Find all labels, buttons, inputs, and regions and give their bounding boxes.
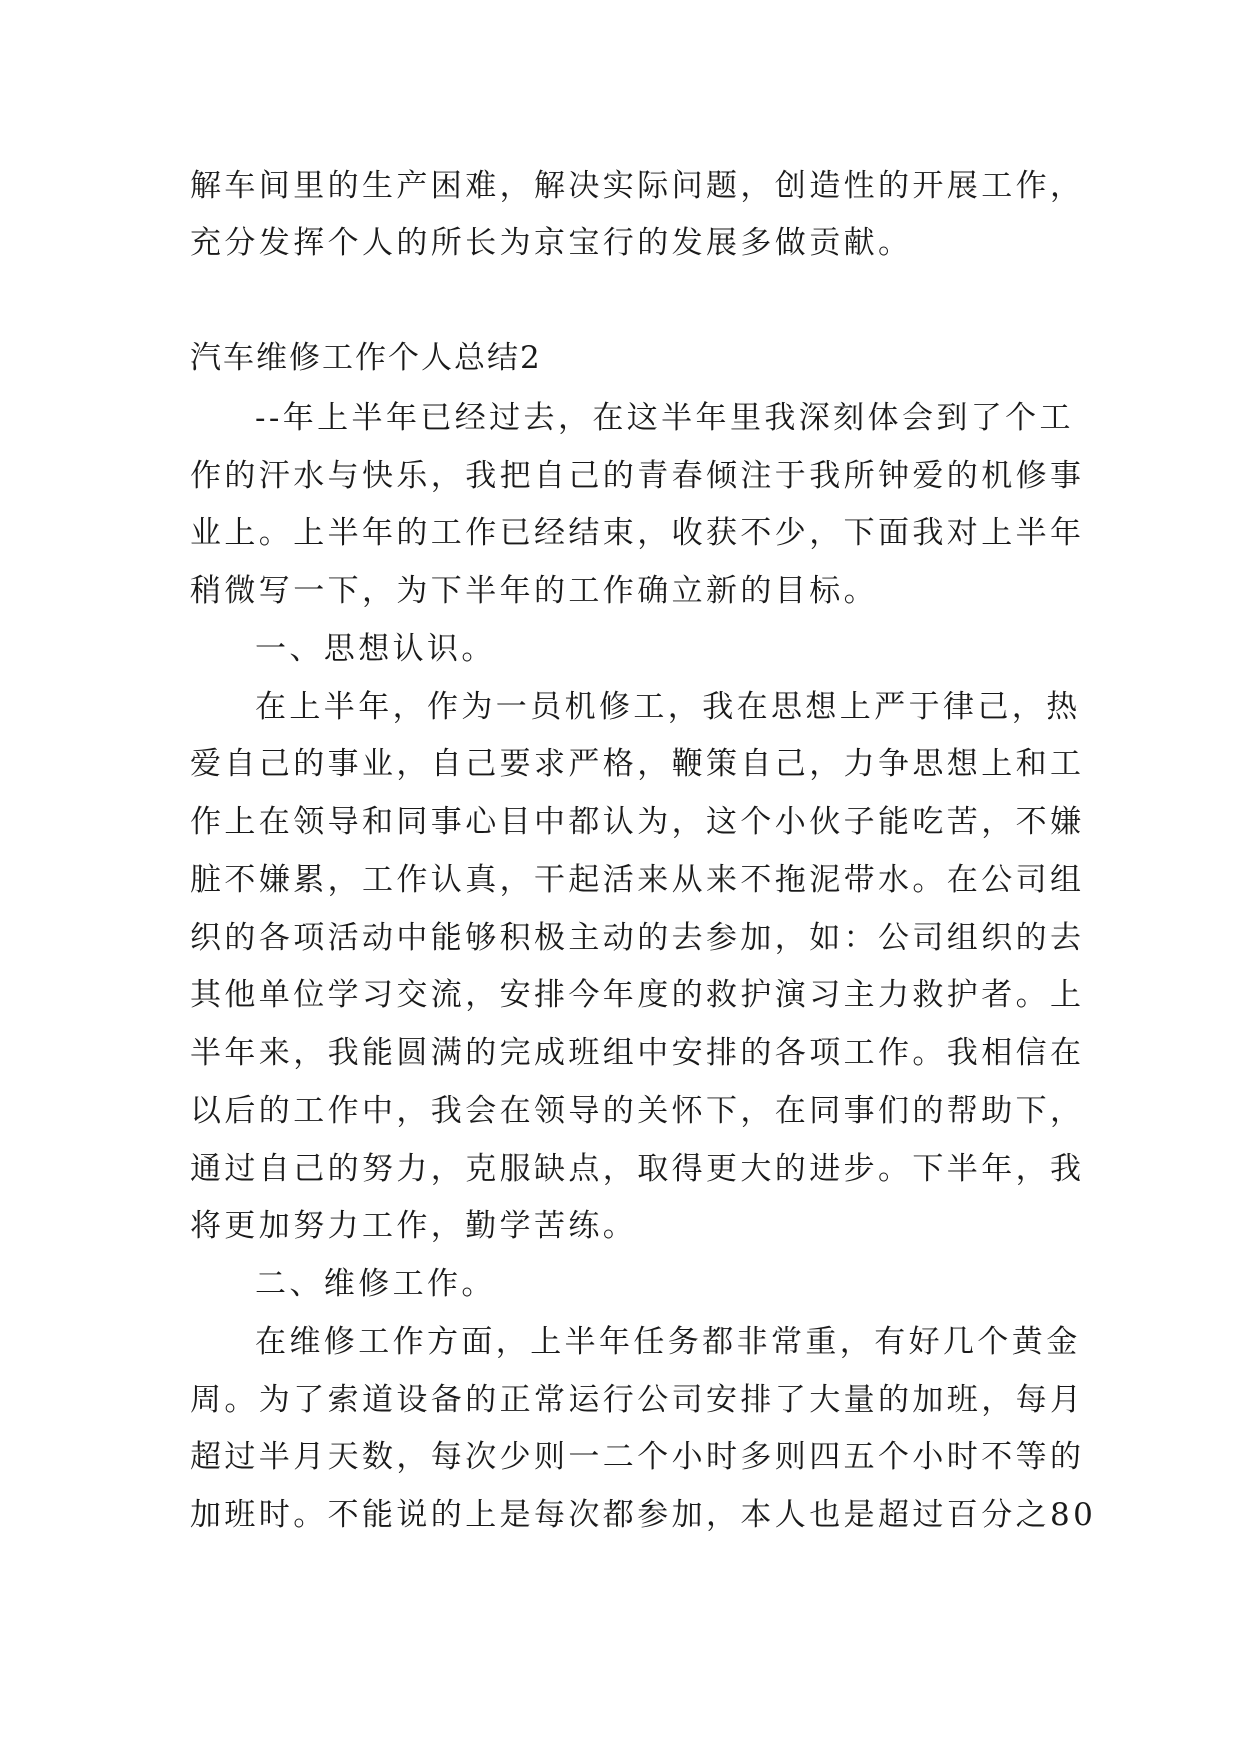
- section-title: 汽车维修工作个人总结2: [190, 340, 542, 376]
- text-line: 爱自己的事业，自己要求严格，鞭策自己，力争思想上和工: [190, 746, 1085, 782]
- text-line: 加班时。不能说的上是每次都参加，本人也是超过百分之80: [190, 1497, 1097, 1533]
- subheading: 一、思想认识。: [255, 631, 496, 667]
- subheading: 二、维修工作。: [255, 1266, 496, 1302]
- text-line: 其他单位学习交流，安排今年度的救护演习主力救护者。上: [190, 977, 1085, 1013]
- text-line: 周。为了索道设备的正常运行公司安排了大量的加班，每月: [190, 1382, 1085, 1418]
- text-line: 稍微写一下，为下半年的工作确立新的目标。: [190, 573, 878, 609]
- text-line: 解车间里的生产困难，解决实际问题，创造性的开展工作，: [190, 168, 1085, 204]
- text-line: 织的各项活动中能够积极主动的去参加，如：公司组织的去: [190, 920, 1085, 956]
- paragraph-first-line: 在上半年，作为一员机修工，我在思想上严于律己，热: [255, 689, 1081, 725]
- text-line: 以后的工作中，我会在领导的关怀下，在同事们的帮助下，: [190, 1093, 1085, 1129]
- paragraph-first-line: --年上半年已经过去，在这半年里我深刻体会到了个工: [255, 400, 1074, 436]
- text-line: 作上在领导和同事心目中都认为，这个小伙子能吃苦，不嫌: [190, 804, 1085, 840]
- text-line: 超过半月天数，每次少则一二个小时多则四五个小时不等的: [190, 1439, 1085, 1475]
- text-line: 作的汗水与快乐，我把自己的青春倾注于我所钟爱的机修事: [190, 458, 1085, 494]
- text-line: 通过自己的努力，克服缺点，取得更大的进步。下半年，我: [190, 1151, 1085, 1187]
- text-line: 脏不嫌累，工作认真，干起活来从来不拖泥带水。在公司组: [190, 862, 1085, 898]
- text-line: 半年来，我能圆满的完成班组中安排的各项工作。我相信在: [190, 1035, 1085, 1071]
- text-line: 业上。上半年的工作已经结束，收获不少，下面我对上半年: [190, 515, 1085, 551]
- paragraph-first-line: 在维修工作方面，上半年任务都非常重，有好几个黄金: [255, 1324, 1081, 1360]
- text-line: 充分发挥个人的所长为京宝行的发展多做贡献。: [190, 225, 913, 261]
- text-line: 将更加努力工作，勤学苦练。: [190, 1208, 638, 1244]
